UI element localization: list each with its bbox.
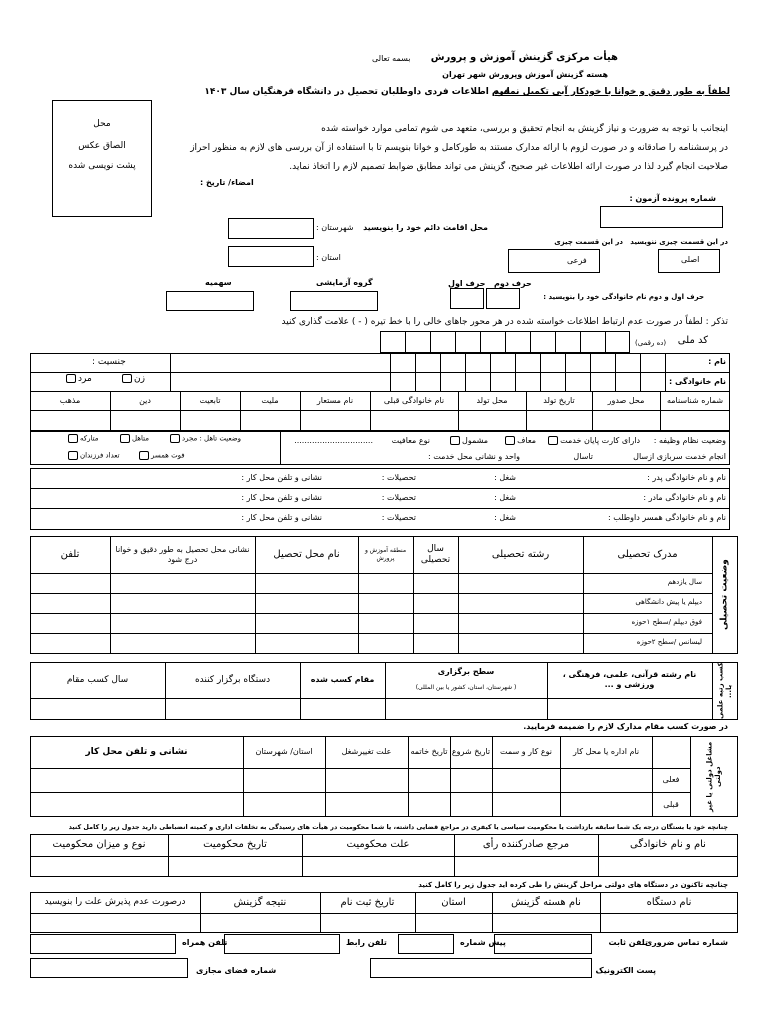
edu-row-diploma: دیپلم یا پیش دانشگاهی: [635, 598, 702, 606]
children-count[interactable]: تعداد فرزندان: [66, 451, 120, 460]
initials-label: حرف اول و دوم نام خانوادگی خود را بنویسید :: [543, 293, 704, 301]
landline-input[interactable]: [494, 934, 592, 954]
edu-row-associate: فوق دیپلم /سطح ۱حوزه: [631, 618, 702, 626]
conv-header-authority: مرجع صادرکننده رأی: [482, 839, 570, 850]
mother-edu: تحصیلات :: [381, 493, 416, 502]
col-sect: مذهب: [59, 395, 81, 405]
national-code-label: کد ملی: [677, 335, 708, 346]
convictions-intro: چنانچه خود یا بستگان درجه یک شما سابقه بازداشت یا محکومیت سیاسی یا کیفری در مراجع قضایی داشته، یا شما محکومیت در هیأت های رسیدگی به تخلفات اداری و کمیته انضباطی دارید جدول زیر را کامل کنید: [68, 823, 728, 831]
marital-spouse-died[interactable]: فوت همسر: [137, 451, 185, 460]
edu-row-bachelor: لیسانس /سطح ۲حوزه: [636, 638, 702, 646]
mother-addr: نشانی و تلفن محل کار :: [241, 493, 322, 502]
main-label: اصلی: [681, 255, 700, 264]
spouse-died-checkbox[interactable]: [139, 451, 149, 460]
edu-header-year: سال تحصیلی: [420, 543, 451, 565]
form-title: فرم اطلاعات فردی داوطلبان تحصیل در دانشگاه فرهنگیان سال ۱۴۰۳: [204, 87, 510, 97]
col-religion: دین: [139, 395, 151, 405]
mother-job: شغل :: [494, 493, 516, 502]
ach-header-level: سطح برگزاری: [437, 667, 495, 677]
quota-label: سهمیه: [205, 278, 232, 287]
photo-placeholder: [52, 100, 152, 217]
col-birth-date: تاریخ تولد: [543, 395, 575, 405]
col-alias: نام مستعار: [316, 395, 354, 405]
contact-label: شماره تماس ضروری:: [641, 938, 728, 947]
service-date-label: انجام خدمت سربازی ازسال: [633, 452, 726, 461]
spouse-addr: نشانی و تلفن محل کار :: [241, 513, 322, 522]
to-year-label: تاسال: [573, 452, 593, 461]
male-label: مرد: [78, 374, 92, 384]
ach-header-level-note: ( شهرستان، استان، کشور یا بین المللی): [415, 684, 517, 692]
col-id-number: شماره شناسنامه: [666, 395, 724, 405]
social-input[interactable]: [30, 958, 188, 978]
col-issue-place: محل صدور: [607, 395, 645, 405]
photo-label-3: پشت نویسی شده: [68, 161, 136, 171]
city-label: شهرستان :: [316, 223, 354, 232]
father-label: نام و نام خانوادگی پدر :: [647, 473, 726, 482]
education-side-label: وضعیت تحصیلی: [719, 559, 730, 631]
job-header-end: تاریخ خاتمه: [410, 747, 448, 757]
social-label: شماره فضای مجازی: [196, 966, 277, 975]
col-prev-family: نام خانوادگی قبلی: [383, 395, 445, 405]
ach-header-rank: مقام کسب شده: [310, 675, 375, 685]
edu-header-region: منطقه آموزش و پرورش: [364, 547, 407, 562]
exempt-option[interactable]: معاف: [503, 436, 536, 445]
job-header-position: نوع کار و سمت: [500, 747, 552, 757]
photo-label-1: محل: [93, 119, 111, 129]
job-header-start: تاریخ شروع: [451, 747, 491, 757]
mobile-input[interactable]: [30, 934, 176, 954]
gender-male[interactable]: [64, 374, 92, 384]
subject-option[interactable]: مشمول: [448, 436, 488, 445]
children-checkbox[interactable]: [68, 451, 78, 460]
mother-label: نام و نام خانوادگی مادر :: [643, 493, 726, 502]
gender-label: جنسیت :: [92, 357, 126, 367]
jobs-side-label: مشاغل دولتی یا غیر دولتی: [705, 741, 722, 812]
selections-intro: چنانچه تاکنون در دستگاه های دولتی مراحل گزینش را طی کرده اید جدول زیر را کامل کنید: [418, 881, 728, 889]
divorced-checkbox[interactable]: [68, 434, 78, 443]
exam-file-input[interactable]: [600, 206, 723, 228]
col-citizenship: تابعیت: [199, 395, 221, 405]
edu-header-degree: مدرک تحصیلی: [617, 548, 678, 560]
second-letter-label: حرف دوم: [494, 279, 532, 288]
spouse-job: شغل :: [494, 513, 516, 522]
digits-note: (ده رقمی): [635, 339, 667, 347]
conv-header-date: تاریخ محکومیت: [203, 839, 267, 850]
father-job: شغل :: [494, 473, 516, 482]
gender-female[interactable]: [120, 374, 145, 384]
spouse-label: نام و نام خانوادگی همسر داوطلب :: [608, 513, 726, 522]
declaration-line-1: اینجانب با توجه به ضرورت و نیاز گزینش به انجام تحقیق و بررسی، متعهد می شوم تمامی موارد خواسته شده: [321, 124, 728, 134]
landline-label: تلفن ثابت: [608, 938, 648, 947]
liaison-input[interactable]: [224, 934, 340, 954]
second-letter-input[interactable]: [486, 288, 520, 309]
single-checkbox[interactable]: [170, 434, 180, 443]
sub-label: فرعی: [567, 256, 587, 265]
exempt-type-dots: ...............................: [294, 436, 373, 445]
job-header-office: نام اداره یا محل کار: [572, 747, 640, 757]
female-checkbox[interactable]: [122, 374, 132, 383]
notice-text: تذکر : لطفاً در صورت عدم ارتباط اطلاعات خواسته شده در هر محور جاهای خالی را با خط تیره ( - ) علامت گذاری کنید: [281, 317, 728, 327]
conv-header-type: نوع و میزان محکومیت: [52, 839, 146, 850]
signature-date: امضاء/ تاریخ :: [200, 178, 254, 187]
no-write-label-1: در این قسمت چیزی ننویسید: [630, 238, 728, 246]
exempt-type-label: نوع معافیت: [391, 436, 430, 445]
prefix-input[interactable]: [398, 934, 454, 954]
sel-header-reason: درصورت عدم پذیرش علت را بنویسید: [44, 897, 186, 908]
declaration-line-2: در پرسشنامه را صادقانه و در صورت لزوم با ارائه مدارک مستند به طورکامل و خوانا بنویسم تا با استفاده از آن بررسی های لازم به منظور احراز: [190, 143, 728, 153]
marital-single[interactable]: وضعیت تاهل : مجرد: [168, 434, 241, 443]
province-label: استان :: [316, 253, 341, 262]
service-unit-label: واحد و نشانی محل خدمت :: [428, 452, 520, 461]
card-option[interactable]: دارای کارت پایان خدمت: [546, 436, 640, 445]
marital-married[interactable]: متاهل: [118, 434, 149, 443]
job-row-previous: قبلی: [663, 799, 679, 809]
father-edu: تحصیلات :: [381, 473, 416, 482]
quota-input[interactable]: [166, 291, 254, 311]
sel-header-province: استان: [441, 896, 466, 908]
sel-header-org: نام دستگاه: [646, 896, 692, 908]
photo-label-2: الصاق عکس: [78, 141, 126, 151]
sel-header-result: نتیجه گزینش: [233, 896, 287, 908]
family-label: نام خانوادگی :: [668, 377, 726, 386]
job-header-address: نشانی و تلفن محل کار: [85, 746, 188, 757]
sel-header-date: تاریخ ثبت نام: [340, 896, 395, 908]
exam-file-label: شماره پرونده آزمون :: [629, 194, 716, 203]
edu-row-11th: سال یازدهم: [667, 578, 702, 586]
married-checkbox[interactable]: [120, 434, 130, 443]
first-letter-label: حرف اول: [448, 279, 486, 288]
test-group-label: گروه آزمایشی: [316, 278, 373, 287]
mobile-label: تلفن همراه: [182, 938, 228, 947]
prefix-label: پیش شماره: [460, 938, 506, 947]
achievements-side-label: کسب رتبه علمی یا...: [716, 662, 733, 720]
ach-header-field: نام رشته قرآنی، علمی، فرهنگی ، ورزشی و ...: [562, 670, 697, 689]
col-nationality: ملیت: [261, 395, 279, 405]
job-header-reason: علت تغییرشغل: [341, 747, 392, 757]
basmala: بسمه تعالی: [372, 54, 411, 63]
edu-header-phone: تلفن: [60, 548, 80, 560]
edu-header-address: نشانی محل تحصیل به طور دقیق و خوانا درج شود: [115, 544, 250, 564]
female-label: زن: [134, 374, 145, 384]
edu-header-field: رشته تحصیلی: [491, 548, 550, 560]
conv-header-reason: علت محکومیت: [346, 839, 410, 850]
first-letter-input[interactable]: [450, 288, 484, 309]
exempt-checkbox[interactable]: [505, 436, 515, 445]
male-checkbox[interactable]: [66, 374, 76, 383]
declaration-line-3: صلاحیت انجام گیرد لذا در صورت ارائه اطلاعات غیر صحیح، گزینش می تواند مطابق ضوابط تصمیم لازم را اتخاذ نماید.: [289, 162, 728, 172]
liaison-label: تلفن رابط: [346, 938, 387, 947]
subject-checkbox[interactable]: [450, 436, 460, 445]
achievements-note: در صورت کسب مقام مدارک لازم را ضمیمه فرمایید.: [523, 722, 728, 731]
col-birth-place: محل تولد: [476, 395, 508, 405]
name-label: نام :: [708, 357, 726, 366]
spouse-edu: تحصیلات :: [381, 513, 416, 522]
org-subtitle: هسته گزینش آموزش وپرورش شهر تهران: [442, 70, 608, 79]
email-label: پست الکترونیک: [595, 966, 656, 975]
father-addr: نشانی و تلفن محل کار :: [241, 473, 322, 482]
no-write-label-2: در این قسمت چیزی: [554, 238, 623, 246]
ach-header-organizer: دستگاه برگزار کننده: [194, 674, 271, 685]
org-title: هیأت مرکزی گزینش آموزش و پرورش: [430, 52, 618, 63]
test-group-input[interactable]: [290, 291, 378, 311]
job-row-current: فعلی: [662, 775, 680, 785]
residence-label: محل اقامت دائم خود را بنویسید: [363, 223, 488, 232]
email-input[interactable]: [370, 958, 592, 978]
province-input[interactable]: [228, 246, 314, 267]
edu-header-place: نام محل تحصیل: [273, 548, 340, 560]
marital-divorced[interactable]: متارکه: [66, 434, 98, 443]
fill-instruction: لطفاً به طور دقیق و خوانا با خودکار آبی تکمیل نمایید: [494, 87, 730, 97]
sel-header-core: نام هسته گزینش: [511, 896, 581, 908]
city-input[interactable]: [228, 218, 314, 239]
card-checkbox[interactable]: [548, 436, 558, 445]
job-header-province: استان/ شهرستان: [255, 747, 313, 757]
military-status-label: وضعیت نظام وظیفه :: [653, 436, 726, 445]
ach-header-year: سال کسب مقام: [66, 674, 129, 685]
conv-header-name: نام و نام خانوادگی: [630, 839, 706, 850]
